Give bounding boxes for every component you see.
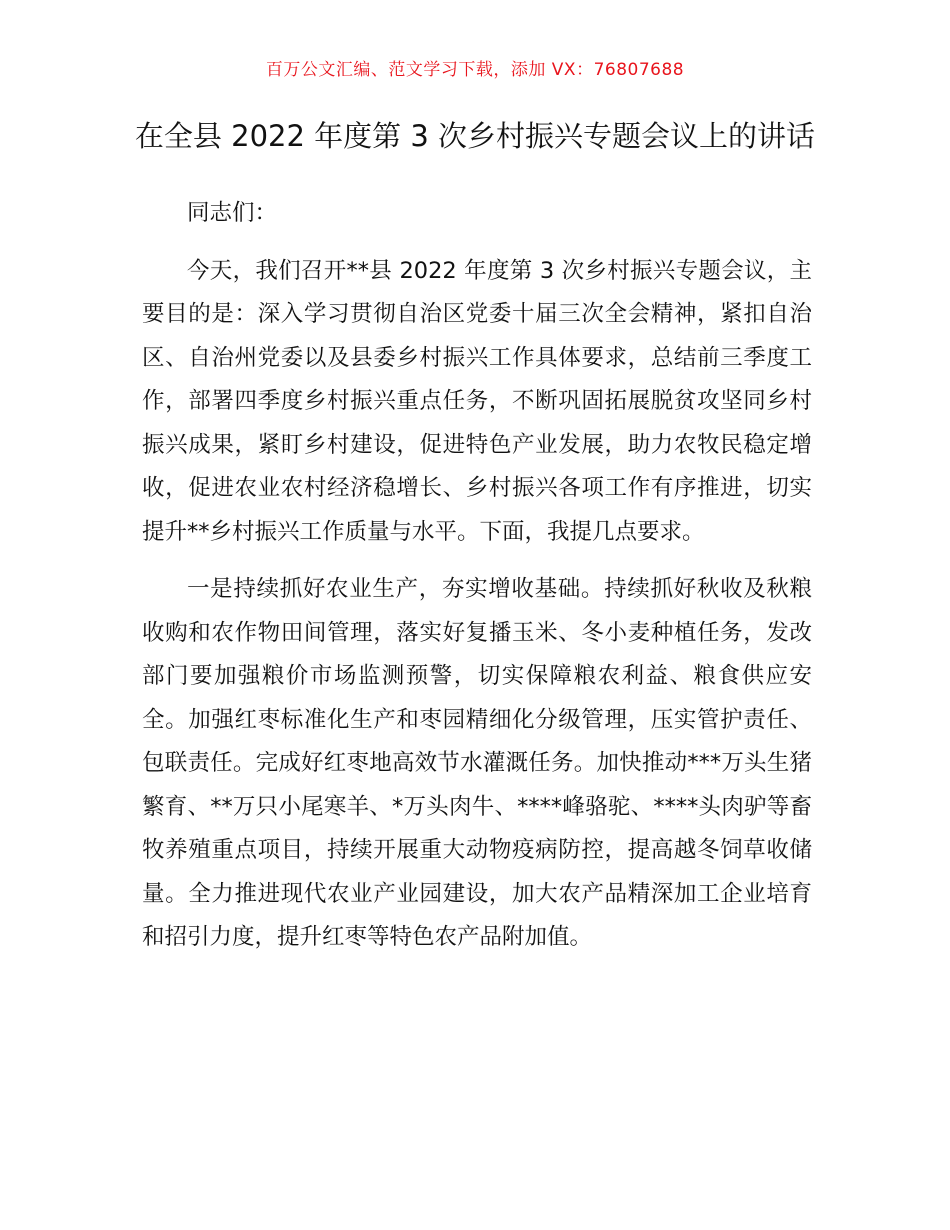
salutation: 同志们： [187, 200, 278, 226]
paragraph-intro: 今天，我们召开**县 2022 年度第 3 次乡村振兴专题会议，主要目的是：深入学习贯彻自治区党委十届三次全会精神，紧扣自治区、自治州党委以及县委乡村振兴工作具体要求，总结前三季度工作，部署四季度乡村振兴重点任务，不断巩固拓展脱贫攻坚同乡村振兴成果，紧盯乡村建设，促进特色产业发展，助力农牧民稳定增收，促进农业农村经济稳增长、乡村振兴各项工作有序推进，切实提升**乡村振兴工作质量与水平。下面，我提几点要求。 [142, 257, 812, 545]
document-title: 在全县 2022 年度第 3 次乡村振兴专题会议上的讲话 [134, 119, 816, 153]
paragraph-point-one: 一是持续抓好农业生产，夯实增收基础。持续抓好秋收及秋粮收购和农作物田间管理，落实好复播玉米、冬小麦种植任务，发改部门要加强粮价市场监测预警，切实保障粮农利益、粮食供应安全。加强红枣标准化生产和枣园精细化分级管理，压实管护责任、包联责任。完成好红枣地高效节水灌溉任务。加快推动***万头生猪繁育、**万只小尾寒羊、*万头肉牛、****峰骆驼、****头肉驴等畜牧养殖重点项目，持续开展重大动物疫病防控，提高越冬饲草收储量。全力推进现代农业产业园建设，加大农产品精深加工企业培育和招引力度，提升红枣等特色农产品附加值。 [142, 576, 812, 950]
document-body [142, 192, 812, 974]
header-watermark-note: 百万公文汇编、范文学习下载，添加 VX：76807688 [265, 60, 685, 80]
